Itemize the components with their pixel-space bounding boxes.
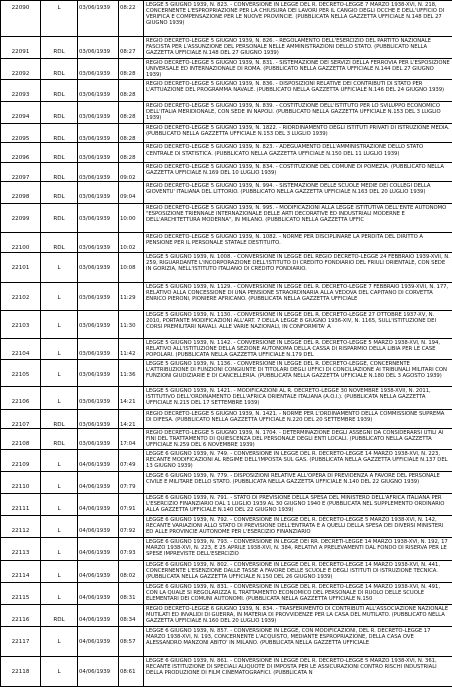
code-cell: 14:21: [119, 386, 144, 409]
description-cell: REGIO DECRETO-LEGGE 5 GIUGNO 1939, N. 834. - COSTITUZIONE DEL COMUNE DI POMEZIA. (PUBBLICATO NELLA GAZZETTA UFFICIALE N.169 DEL 10 LUGLIO 1939): [144, 162, 452, 181]
description-cell: LEGGE 6 GIUGNO 1939, N. 831. - CONVERSIONE IN LEGGE DEL R. DECRETO-LEGGE 14 MARZO 1938-XVI, N. 491, CON LA QUALE SI REGOLARIZZA IL TRATTAMENTO ECONOMICO DEL PERSONALE DI RUOLO DELLE SCUOLE ELEMENTARI DEI COMUNI AUTONOMI. (PUBBLICATA NELLA GAZZETTA UFFICIALE N.150: [144, 583, 452, 605]
act-type-cell: RDL: [41, 204, 78, 233]
date-cell: 04/06/1939: [78, 605, 119, 627]
date-cell: 03/06/1939: [78, 143, 119, 162]
record-id-cell: 22107: [1, 409, 41, 428]
code-cell: 07:91: [119, 494, 144, 516]
code-cell: 08:31: [119, 583, 144, 605]
code-cell: 09:04: [119, 182, 144, 204]
code-cell: 08:57: [119, 627, 144, 657]
description-cell: LEGGE 6 GIUGNO 1939, N. 857. - CONVERSIONE IN LEGGE, CON MODIFICAZIONI, DEL R. DECRETO-LEGGE 17 MARZO 1938-XVI, N. 193, CONCERNENTE L'ACQUISTO, MEDIANTE ESPROPRIAZIONE, DELLA CASA OVE ALESSANDRO MANZONI ABITO' IN MILANO. (PUBBLICATA NELLA GAZZETTA UFFICIALE: [144, 627, 452, 657]
description-cell: LEGGE 6 GIUGNO 1939, N. 861. - CONVERSIONE IN LEGGE DEL R. DECRETO-LEGGE 5 MARZO 1938-XVI, N. 361, RECANTE ISTITUZIONE DI SPECIALI ALIQUOTE DI IMPOSTA PER LE ASSICURAZIONI CONTRO RISCHI INDUSTRIALI DELLA PRODUZIONE DI FILM CINEMATOGRAFICI. (PUBBLICATA N: [144, 657, 452, 687]
act-type-cell: L: [41, 494, 78, 516]
code-cell: 08:22: [119, 1, 144, 37]
description-cell: LEGGE 5 GIUGNO 1939, N. 1136. - CONVERSIONE IN LEGGE DEL R. DECRETO-LEGGE, CONCERNENTE L'ATTRIBUZIONE DI FUNZIONI CONGIUNTE DI TITOLARI DEGLI UFFICI DI CONCILIAZIONE AI TRIBUNALI MILITARI CON FUNZIONI GIUDIZIARIE E DI CANCELLERIA. (PUBBLICATA NELLA GAZZETTA UFFICIALE N.180 DEL 3 AGOSTO 1939): [144, 359, 452, 386]
table-row: [1, 143, 452, 162]
act-type-cell: L: [41, 338, 78, 359]
code-cell: 08:28: [119, 102, 144, 124]
record-id-cell: 22091: [1, 37, 41, 59]
description-cell: REGIO DECRETO-LEGGE 5 GIUGNO 1939, N. 839. - COSTITUZIONE DELL'ISTITUTO PER LO SVILUPPO ECONOMICO DELL'ITALIA MERIDIONALE, CON SEDE IN NAPOLI. (PUBBLICATO NELLA GAZZETTA UFFICIALE N.153 DEL 3 LUGLIO 1939): [144, 102, 452, 124]
description-cell: LEGGE 5 GIUGNO 1939, N. 1142. - CONVERSIONE IN LEGGE DEL R. DECRETO-LEGGE 5 MARZO 1938-XVI, N. 194, RELATIVO ALL'ISTITUZIONE DELLA SEZIONE AUTONOMA DELLA CASSA DI RISPARMIO DELLA LIBIA PER LE CASE POPOLARI. (PUBBLICATA NELLA GAZZETTA UFFICIALE N.179 DEL: [144, 338, 452, 359]
code-cell: 07:49: [119, 450, 144, 472]
description-cell: LEGGE 5 GIUGNO 1939, N. 1130. - CONVERSIONE IN LEGGE DEL R. DECRETO-LEGGE 27 OTTOBRE 1937-XV, N. 2010, PORTANTE MODIFICAZIONI ALL'ART. 7 DELLA LEGGE 8 GIUGNO 1936-XIV, N. 1165, SULL'ISTITUZIONE DEI CORSI PREMILITARI NAVALI. ALLE VARIE NAZIONALI, IN CONFORMITA' A: [144, 310, 452, 338]
description-cell: LEGGE 6 GIUGNO 1939, N. 749. - CONVERSIONE IN LEGGE DEL R. DECRETO-LEGGE 14 MARZO 1938-XVI, N. 223, RECANTE MODIFICAZIONI AL REGIME DELL'IMPOSTA SUL GAS. (PUBBLICATA NELLA GAZZETTA UFFICIALE N.137 DEL 13 GIUGNO 1939): [144, 450, 452, 472]
table-row: [1, 386, 452, 409]
date-cell: 04/06/1939: [78, 494, 119, 516]
act-type-cell: L: [41, 450, 78, 472]
record-id-cell: 22098: [1, 182, 41, 204]
table-row: [1, 1, 452, 37]
code-cell: 11:42: [119, 338, 144, 359]
code-cell: 08:02: [119, 561, 144, 583]
date-cell: 03/06/1939: [78, 162, 119, 181]
record-id-cell: 22111: [1, 494, 41, 516]
date-cell: 03/06/1939: [78, 204, 119, 233]
code-cell: 08:34: [119, 605, 144, 627]
table-row: [1, 102, 452, 124]
record-id-cell: 22093: [1, 80, 41, 102]
table-row: [1, 538, 452, 561]
description-cell: REGIO DECRETO-LEGGE 5 GIUGNO 1939, N. 1822. - RIORDINAMENTO DEGLI ISTITUTI PRIVATI DI ISTRUZIONE MEDIA. (PUBBLICATO NELLA GAZZETTA UFFICIALE N.153 DEL 3 LUGLIO 1939): [144, 124, 452, 143]
code-cell: 08:28: [119, 59, 144, 80]
code-cell: 11:29: [119, 282, 144, 310]
record-id-cell: 22094: [1, 102, 41, 124]
table-row: [1, 472, 452, 494]
date-cell: 04/06/1939: [78, 657, 119, 687]
description-cell: REGIO DECRETO-LEGGE 5 GIUGNO 1939, N. 831. - SISTEMAZIONE DEI SERVIZI DELLA FERROVIA PER L'ESPOSIZIONE UNIVERSALE ED INTERNAZIONALE DI ROMA. (PUBBLICATO NELLA GAZZETTA UFFICIALE N.144 DEL 27 GIUGNO 1939): [144, 59, 452, 80]
act-type-cell: L: [41, 583, 78, 605]
table-row: [1, 80, 452, 102]
table-row: [1, 516, 452, 538]
act-type-cell: RDL: [41, 162, 78, 181]
act-type-cell: L: [41, 538, 78, 561]
act-type-cell: L: [41, 561, 78, 583]
record-id-cell: 22092: [1, 59, 41, 80]
description-cell: REGIO DECRETO-LEGGE 5 GIUGNO 1939, N. 823. - ADEGUAMENTO DELL'AMMINISTRAZIONE DELLO STATO CENTRALE DI STATISTICA. (PUBBLICATO NELLA GAZZETTA UFFICIALE N.150 DEL 11 LUGLIO 1939): [144, 143, 452, 162]
date-cell: 03/06/1939: [78, 252, 119, 282]
table-row: [1, 204, 452, 233]
act-type-cell: L: [41, 627, 78, 657]
act-type-cell: RDL: [41, 182, 78, 204]
record-id-cell: 22108: [1, 429, 41, 450]
record-id-cell: 22117: [1, 627, 41, 657]
date-cell: 03/06/1939: [78, 409, 119, 428]
act-type-cell: RDL: [41, 409, 78, 428]
code-cell: 11:36: [119, 359, 144, 386]
code-cell: 09:02: [119, 162, 144, 181]
table-row: [1, 359, 452, 386]
date-cell: 03/06/1939: [78, 1, 119, 37]
record-id-cell: 22101: [1, 252, 41, 282]
code-cell: 08:28: [119, 143, 144, 162]
description-cell: REGIO DECRETO-LEGGE 5 GIUGNO 1939, N. 1421. - NORME PER L'ORDINAMENTO DELLA COMMISSIONE SUPREMA DI DIFESA. (PUBBLICATO NELLA GAZZETTA UFFICIALE N.220 DEL 20 SETTEMBRE 1939): [144, 409, 452, 428]
date-cell: 03/06/1939: [78, 338, 119, 359]
table-row: [1, 429, 452, 450]
record-id-cell: 22096: [1, 143, 41, 162]
code-cell: 08:61: [119, 657, 144, 687]
date-cell: 03/06/1939: [78, 124, 119, 143]
act-type-cell: RDL: [41, 80, 78, 102]
record-id-cell: 22109: [1, 450, 41, 472]
description-cell: LEGGE 6 GIUGNO 1939, N. 792. - CONVERSIONE IN LEGGE DEL R. DECRETO-LEGGE 5 MARZO 1938-XVI, N. 142, RECANTE VARIAZIONI ALLO STATO DI PREVISIONE DELL'ENTRATA E A QUELLI DELLA SPESA DEI DIVERSI MINISTERI ED ALLE PROVINCIE AUTONOME PER L'ESERCIZIO FINANZIARIO: [144, 516, 452, 538]
act-type-cell: RDL: [41, 143, 78, 162]
description-cell: REGIO DECRETO-LEGGE 5 GIUGNO 1939, N. 1704. - DETERMINAZIONE DEGLI ASSEGNI DA CONSIDERARSI UTILI AI FINI DEL TRATTAMENTO DI QUIESCENZA DEL PERSONALE DEGLI ENTI LOCALI. (PUBBLICATO NELLA GAZZETTA UFFICIALE N.259 DEL 6 NOVEMBRE 1939): [144, 429, 452, 450]
record-id-cell: 22102: [1, 282, 41, 310]
act-type-cell: L: [41, 657, 78, 687]
date-cell: 03/06/1939: [78, 282, 119, 310]
record-id-cell: 22095: [1, 124, 41, 143]
description-cell: REGIO DECRETO-LEGGE 6 GIUGNO 1939, N. 834. - TRASFERIMENTO DI CONTRIBUTI ALL'ASSOCIAZIONE NAZIONALE MUTILATI ED INVALIDI DI GUERRA, IN MATERIA DI PROVVIDENZE PER LA CASA DEL MUTILATO. (PUBBLICATO NELLA GAZZETTA UFFICIALE N.160 DEL 20 LUGLIO 1939): [144, 605, 452, 627]
description-cell: REGIO DECRETO-LEGGE 5 GIUGNO 1939, N. 995. - MODIFICAZIONI ALLA LEGGE ISTITUTIVA DELL'ENTE AUTONOMO "ESPOSIZIONE TRIENNALE INTERNAZIONALE DELLE ARTI DECORATIVE ED INDUSTRIALI MODERNE E DELL'ARCHITETTURA MODERNA", IN MILANO. (PUBBLICATO NELLA GAZZETTA UFFIC: [144, 204, 452, 233]
code-cell: 08:28: [119, 124, 144, 143]
table-row: [1, 233, 452, 252]
description-cell: LEGGE 6 GIUGNO 1939, N. 793. - CONVERSIONE IN LEGGE DEI RR. DECRETI-LEGGE 14 MARZO 1938-XVI, N. 192, 17 MARZO 1938-XVI, N. 223, E 25 APRILE 1938-XVI, N. 384, RELATIVI A PRELEVAMENTI DAL FONDO DI RISERVA PER LE SPESE IMPREVISTE DELL'ESERCIZIO: [144, 538, 452, 561]
table-row: [1, 310, 452, 338]
act-type-cell: L: [41, 472, 78, 494]
record-id-cell: 22099: [1, 204, 41, 233]
description-cell: REGIO DECRETO-LEGGE 5 GIUGNO 1939, N. 826. - REGOLAMENTO DELL'ESERCIZIO DEL PARTITO NAZIONALE FASCISTA PER L'ASSUNZIONE DEL PERSONALE NELLE AMMINISTRAZIONI DELLO STATO. (PUBBLICATO NELLA GAZZETTA UFFICIALE N.148 DEL 27 GIUGNO 1939): [144, 37, 452, 59]
act-type-cell: L: [41, 359, 78, 386]
date-cell: 03/06/1939: [78, 233, 119, 252]
date-cell: 03/06/1939: [78, 310, 119, 338]
record-id-cell: 22114: [1, 561, 41, 583]
table-body: [1, 1, 452, 687]
date-cell: 04/06/1939: [78, 583, 119, 605]
date-cell: 04/06/1939: [78, 450, 119, 472]
act-type-cell: RDL: [41, 605, 78, 627]
code-cell: 07:93: [119, 538, 144, 561]
act-type-cell: L: [41, 1, 78, 37]
act-type-cell: L: [41, 386, 78, 409]
date-cell: 04/06/1939: [78, 561, 119, 583]
code-cell: 11:30: [119, 310, 144, 338]
table-row: [1, 59, 452, 80]
code-cell: 17:04: [119, 429, 144, 450]
code-cell: 08:27: [119, 37, 144, 59]
description-cell: LEGGE 5 GIUGNO 1939, N. 1421. - MODIFICAZIONI AL R. DECRETO-LEGGE 30 NOVEMBRE 1938-XVII, N. 2011, ISTITUTIVO DELL'ORDINAMENTO DELL'AFRICA ORIENTALE ITALIANA (A.O.I.). (PUBBLICATA NELLA GAZZETTA UFFICIALE N.215 DEL 17 SETTEMBRE 1939): [144, 386, 452, 409]
table-row: [1, 583, 452, 605]
description-cell: REGIO DECRETO-LEGGE 5 GIUGNO 1939, N. 1082. - NORME PER DISCIPLINARE LA PERDITA DEL DIRITTO A PENSIONE PER IL PERSONALE STATALE DESTITUITO.: [144, 233, 452, 252]
table-row: [1, 252, 452, 282]
table-row: [1, 494, 452, 516]
code-cell: 07:92: [119, 516, 144, 538]
record-id-cell: 22106: [1, 386, 41, 409]
act-type-cell: RDL: [41, 37, 78, 59]
record-id-cell: 22110: [1, 472, 41, 494]
table-row: [1, 627, 452, 657]
date-cell: 03/06/1939: [78, 37, 119, 59]
date-cell: 03/06/1939: [78, 102, 119, 124]
act-type-cell: L: [41, 252, 78, 282]
date-cell: 04/06/1939: [78, 538, 119, 561]
date-cell: 03/06/1939: [78, 429, 119, 450]
table-row: [1, 561, 452, 583]
act-type-cell: L: [41, 282, 78, 310]
date-cell: 04/06/1939: [78, 627, 119, 657]
date-cell: 03/06/1939: [78, 359, 119, 386]
date-cell: 03/06/1939: [78, 386, 119, 409]
date-cell: 03/06/1939: [78, 59, 119, 80]
description-cell: LEGGE 6 GIUGNO 1939, N. 791. - STATO DI PREVISIONE DELLA SPESA DEL MINISTERO DELL'AFRICA ITALIANA PER L'ESERCIZIO FINANZIARIO DAL 1 LUGLIO 1939 AL 30 GIUGNO 1940 E (PUBBLICATA NEL SUPPLEMENTO ORDINARIO ALLA GAZZETTA UFFICIALE N.140 DEL 22 GIUGNO 1939): [144, 494, 452, 516]
record-id-cell: 22113: [1, 538, 41, 561]
record-id-cell: 22103: [1, 310, 41, 338]
table-row: [1, 182, 452, 204]
record-id-cell: 22090: [1, 1, 41, 37]
date-cell: 04/06/1939: [78, 472, 119, 494]
table-row: [1, 409, 452, 428]
record-id-cell: 22116: [1, 605, 41, 627]
date-cell: 03/06/1939: [78, 80, 119, 102]
table-row: [1, 657, 452, 687]
act-type-cell: RDL: [41, 102, 78, 124]
description-cell: LEGGE 6 GIUGNO 1939, N. 779. - DISPOSIZIONI RELATIVE ALL'OPERA DI PREVIDENZA A FAVORE DEL PERSONALE CIVILE E MILITARE DELLO STATO. (PUBBLICATA NELLA GAZZETTA UFFICIALE N.140 DEL 22 GIUGNO 1939): [144, 472, 452, 494]
table-row: [1, 124, 452, 143]
act-type-cell: RDL: [41, 233, 78, 252]
description-cell: REGIO DECRETO-LEGGE 5 GIUGNO 1939, N. 836. - DISPOSIZIONI RELATIVE DEI CONTRIBUTI DI STATO PER L'ATTUAZIONE DEL PROGRAMMA NAVALE. (PUBBLICATO NELLA GAZZETTA UFFICIALE N.146 DEL 24 GIUGNO 1939): [144, 80, 452, 102]
date-cell: 03/06/1939: [78, 182, 119, 204]
description-cell: LEGGE 6 GIUGNO 1939, N. 802. - CONVERSIONE IN LEGGE DEL R. DECRETO-LEGGE 14 MARZO 1938-XVI, N. 441, CONCERNENTE L'ESENZIONE DALLE TASSE A FAVORE DELLE SCUOLE E DEGLI ISTITUTI DI ISTRUZIONE TECNICA. (PUBBLICATA NELLA GAZZETTA UFFICIALE N.150 DEL 26 GIUGNO 1939): [144, 561, 452, 583]
table-row: [1, 282, 452, 310]
record-id-cell: 22105: [1, 359, 41, 386]
table-row: [1, 338, 452, 359]
table-row: [1, 37, 452, 59]
record-id-cell: 22112: [1, 516, 41, 538]
code-cell: 14:21: [119, 409, 144, 428]
description-cell: LEGGE 5 GIUGNO 1939, N. 823. - CONVERSIONE IN LEGGE DEL R. DECRETO-LEGGE 7 MARZO 1938-XVI, N. 218, CONCERNENTE L'ESPROPRIAZIONE PER LA CHIUSURA DEI LAVORI PER IL CANGIO DEGLI OCCHE E DELL'UFFICIO DI VERIFICA E COMPENSAZIONE PER LE NUOVE PROVINCIE. (PUBBLICATA NELLA GAZZETTA UFFICIALE N.148 DEL 27 GIUGNO 1939): [144, 1, 452, 37]
code-cell: 07:79: [119, 472, 144, 494]
table-row: [1, 450, 452, 472]
record-id-cell: 22104: [1, 338, 41, 359]
description-cell: LEGGE 5 GIUGNO 1939, N. 1129. - CONVERSIONE IN LEGGE DEL R. DECRETO-LEGGE 7 FEBBRAIO 1939-XVII, N. 177, RELATIVO ALLA CONCESSIONE DI UNA PENSIONE STRAORDINARIA ALLA VEDOVA DEL CAPITANO DI CORVETTA ENRICO PIERONI, PIONIERE AFRICANO. (PUBBLICATA NELLA GAZZETTA UFFICIALE: [144, 282, 452, 310]
record-id-cell: 22097: [1, 162, 41, 181]
table-row: [1, 605, 452, 627]
act-type-cell: RDL: [41, 59, 78, 80]
code-cell: 08:28: [119, 80, 144, 102]
act-type-cell: L: [41, 310, 78, 338]
table-row: [1, 162, 452, 181]
description-cell: REGIO DECRETO-LEGGE 5 GIUGNO 1939, N. 994. - SISTEMAZIONE DELLE SCUOLE MEDIE DEI COLLEGI DELLA GIOVENTU' ITALIANA DEL LITTORIO. (PUBBLICATO NELLA GAZZETTA UFFICIALE N.163 DEL 20 LUGLIO 1939): [144, 182, 452, 204]
record-id-cell: 22100: [1, 233, 41, 252]
code-cell: 10:08: [119, 252, 144, 282]
record-id-cell: 22115: [1, 583, 41, 605]
act-type-cell: RDL: [41, 124, 78, 143]
code-cell: 10:00: [119, 204, 144, 233]
description-cell: LEGGE 5 GIUGNO 1939, N. 1008. - CONVERSIONE IN LEGGE DEL REGIO DECRETO-LEGGE 24 FEBBRAIO 1939-XVII, N. 259, RIGUARDANTE L'INCORPORAZIONE DELL'ISTITUTO DI CREDITO FONDIARIO DEL FRIULI ORIENTALE, CON SEDE IN GORIZIA, NELL'ISTITUTO ITALIANO DI CREDITO FONDIARIO.: [144, 252, 452, 282]
code-cell: 10:02: [119, 233, 144, 252]
record-id-cell: 22118: [1, 657, 41, 687]
date-cell: 04/06/1939: [78, 516, 119, 538]
act-type-cell: L: [41, 516, 78, 538]
act-type-cell: RDL: [41, 429, 78, 450]
